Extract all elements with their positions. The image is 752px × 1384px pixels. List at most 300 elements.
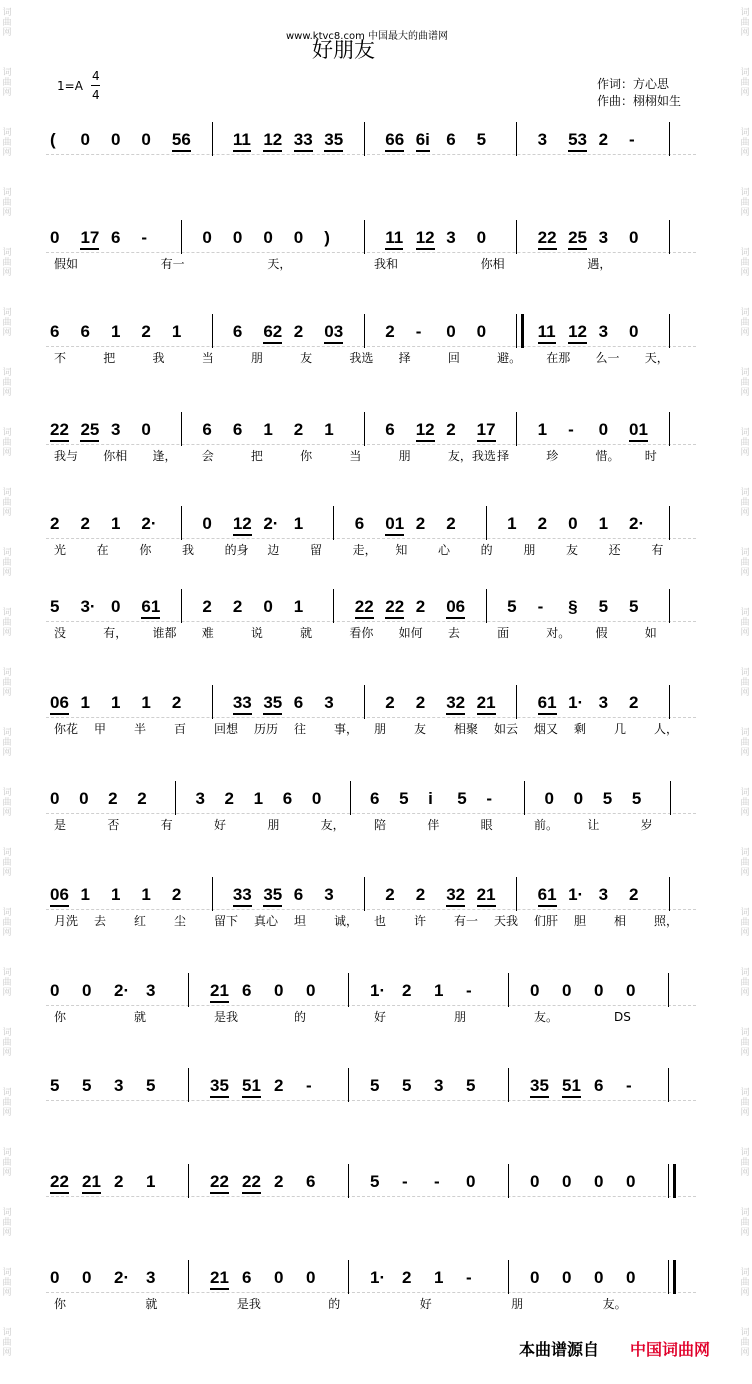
lyric-word: 我 xyxy=(152,351,165,365)
lyric-word: DS xyxy=(614,1010,631,1024)
note: ( xyxy=(50,130,56,149)
note: 6 xyxy=(242,981,252,1000)
side-watermark-text: 词 曲 网 xyxy=(740,128,750,158)
bar-line xyxy=(669,506,670,540)
lyric-word: 甲 xyxy=(94,722,107,736)
note: 2 xyxy=(629,693,639,712)
lyric-word: 剩 xyxy=(574,722,587,736)
lyric-word: 天， xyxy=(267,257,292,271)
side-watermark-text: 词 曲 网 xyxy=(740,788,750,818)
lyric-word: 谁都 xyxy=(152,626,177,640)
notes-line xyxy=(46,981,696,1006)
note: 06 xyxy=(50,693,69,715)
note: 0 xyxy=(598,420,609,439)
note: 3 xyxy=(146,1268,156,1287)
note: 1 xyxy=(263,420,273,439)
note: 06 xyxy=(50,885,69,907)
note: 2 xyxy=(402,1268,412,1287)
note: - xyxy=(486,789,493,808)
bar-line xyxy=(333,506,334,540)
note: 6 xyxy=(446,130,456,149)
note: 35 xyxy=(263,885,282,907)
note: 2 xyxy=(108,789,118,808)
note: - xyxy=(626,1076,632,1095)
lyric-word: 几 xyxy=(614,722,627,736)
side-watermark-text: 词 曲 网 xyxy=(2,488,12,518)
lyric-word: 照， xyxy=(654,914,679,928)
note: 5 xyxy=(50,1076,60,1095)
note: 21 xyxy=(82,1172,101,1194)
score-row xyxy=(46,885,696,945)
bar-line xyxy=(212,685,213,719)
score-row xyxy=(46,420,696,480)
note: 0 xyxy=(110,130,121,149)
time-signature-bottom: 4 xyxy=(92,88,100,102)
note: 5 xyxy=(598,597,609,616)
lyric-word: 走， xyxy=(352,543,377,557)
note: 0 xyxy=(562,1172,572,1191)
note: 22 xyxy=(242,1172,261,1194)
note: 51 xyxy=(562,1076,581,1098)
note: 1 xyxy=(80,885,90,904)
note: 22 xyxy=(50,420,69,442)
time-signature-line xyxy=(91,85,100,86)
note: 0 xyxy=(544,789,554,808)
lyric-word: 友。 xyxy=(602,1297,627,1311)
note: 2 xyxy=(415,597,426,616)
lyric-word: 回想 xyxy=(214,722,239,736)
side-watermark-text: 词 曲 网 xyxy=(2,1208,12,1238)
note: 2 xyxy=(402,981,412,1000)
lyric-word: 的 xyxy=(480,543,493,557)
side-watermark-text: 词 曲 网 xyxy=(2,1328,12,1358)
note: 0 xyxy=(562,1268,572,1287)
lyric-word: 朋 xyxy=(374,722,387,736)
note: 3 xyxy=(434,1076,444,1095)
note: 0 xyxy=(263,228,273,247)
lyric-word: 陪 xyxy=(374,818,387,832)
lyric-word: 留下 xyxy=(214,914,239,928)
note: 0 xyxy=(263,597,273,616)
note: 3 xyxy=(324,885,334,904)
score-row xyxy=(46,597,696,657)
notes-line xyxy=(46,1268,696,1293)
lyric-word: 去 xyxy=(447,626,460,640)
note: 0 xyxy=(594,1268,604,1287)
note: 1 xyxy=(434,981,444,1000)
note: 3 xyxy=(324,693,334,712)
lyric-word: 就 xyxy=(300,626,313,640)
lyric-word: 不 xyxy=(54,351,67,365)
left-watermark-strip xyxy=(0,0,14,1384)
note: 6 xyxy=(202,420,212,439)
note: 3 xyxy=(598,885,609,904)
note: 0 xyxy=(232,228,243,247)
side-watermark-text: 词 曲 网 xyxy=(740,1328,750,1358)
note: 0 xyxy=(306,981,316,1000)
note: 0 xyxy=(82,1268,92,1287)
lyric-word: 好 xyxy=(419,1297,432,1311)
note: 6 xyxy=(293,885,304,904)
note: 3 xyxy=(195,789,205,808)
bar-line xyxy=(188,1164,189,1198)
bar-line xyxy=(212,314,213,348)
lyrics-line xyxy=(46,1296,696,1312)
note: 2 xyxy=(415,885,426,904)
note: 35 xyxy=(530,1076,549,1098)
lyric-word: 有一 xyxy=(454,914,479,928)
note: 6 xyxy=(110,228,121,247)
bar-line xyxy=(669,589,670,623)
note: 1 xyxy=(80,693,90,712)
note: 2 xyxy=(80,514,90,533)
note: 0 xyxy=(202,514,212,533)
lyric-word: 就 xyxy=(145,1297,158,1311)
lyric-word: 当 xyxy=(201,351,214,365)
lyric-word: 我和 xyxy=(374,257,399,271)
side-watermark-text: 词 曲 网 xyxy=(740,1268,750,1298)
right-watermark-strip xyxy=(738,0,752,1384)
bar-line xyxy=(516,122,517,156)
note: 0 xyxy=(202,228,212,247)
lyric-word: 们肝 xyxy=(534,914,559,928)
time-signature-top: 4 xyxy=(92,69,100,83)
side-watermark-text: 词 曲 网 xyxy=(740,608,750,638)
lyric-word: 就 xyxy=(134,1010,147,1024)
lyric-word: 的身 xyxy=(224,543,249,557)
note: 3 xyxy=(598,228,609,247)
note: 0 xyxy=(629,228,639,247)
lyric-word: 眼 xyxy=(480,818,493,832)
note: 2 xyxy=(385,693,395,712)
lyrics-line xyxy=(46,542,696,558)
note: 6 xyxy=(232,322,243,341)
side-watermark-text: 词 曲 网 xyxy=(2,608,12,638)
note: 2 xyxy=(114,1172,124,1191)
lyric-word: 还 xyxy=(608,543,621,557)
side-watermark-text: 词 曲 网 xyxy=(740,968,750,998)
lyric-word: 诚， xyxy=(334,914,359,928)
note: 3 xyxy=(598,322,609,341)
note: - xyxy=(141,228,148,247)
lyric-word: 真心 xyxy=(254,914,279,928)
note: 22 xyxy=(355,597,374,619)
lyric-word: 去 xyxy=(94,914,107,928)
note: 1 xyxy=(141,693,151,712)
note: 22 xyxy=(210,1172,229,1194)
bar-line xyxy=(669,314,670,348)
note: 6 xyxy=(80,322,90,341)
note: 6 xyxy=(354,514,365,533)
lyric-word: 在那 xyxy=(546,351,571,365)
note: 5 xyxy=(402,1076,412,1095)
note: 5 xyxy=(399,789,409,808)
note: 12 xyxy=(568,322,587,344)
note: 32 xyxy=(446,693,465,715)
side-watermark-text: 词 曲 网 xyxy=(740,368,750,398)
lyric-word: 友 xyxy=(566,543,579,557)
lyric-word: 知 xyxy=(395,543,408,557)
note: 6 xyxy=(385,420,395,439)
note: 3 xyxy=(598,693,609,712)
note: 2 xyxy=(171,693,182,712)
bar-line xyxy=(350,781,351,815)
side-watermark-text: 词 曲 网 xyxy=(740,908,750,938)
note: 3 xyxy=(446,228,456,247)
note: 0 xyxy=(568,514,578,533)
note: 0 xyxy=(530,981,540,1000)
lyric-word: 回 xyxy=(447,351,460,365)
note: 0 xyxy=(573,789,584,808)
bar-line xyxy=(188,1068,189,1102)
lyric-word: 许 xyxy=(414,914,427,928)
score-row xyxy=(46,228,696,288)
notes-line xyxy=(46,597,696,622)
side-watermark-text: 词 曲 网 xyxy=(740,1208,750,1238)
lyric-word: 遇， xyxy=(587,257,612,271)
bar-line xyxy=(516,877,517,911)
key-signature: 1=A xyxy=(57,79,83,93)
note: ) xyxy=(324,228,330,247)
note: 3 xyxy=(537,130,548,149)
bar-line xyxy=(188,1260,189,1294)
bar-line xyxy=(181,589,182,623)
note: - xyxy=(537,597,544,616)
side-watermark-text: 词 曲 网 xyxy=(2,428,12,458)
lyric-word: 如云 xyxy=(494,722,519,736)
note: 61 xyxy=(141,597,160,619)
side-watermark-text: 词 曲 网 xyxy=(740,188,750,218)
note: 0 xyxy=(311,789,322,808)
side-watermark-text: 词 曲 网 xyxy=(2,308,12,338)
note: 17 xyxy=(80,228,99,250)
side-watermark-text: 词 曲 网 xyxy=(740,548,750,578)
lyric-word: 红 xyxy=(134,914,147,928)
note: 06 xyxy=(446,597,465,619)
lyric-word: 面 xyxy=(497,626,510,640)
note: 17 xyxy=(477,420,496,442)
note: 5 xyxy=(466,1076,476,1095)
note: 5 xyxy=(82,1076,92,1095)
score-row xyxy=(46,981,696,1041)
note: 0 xyxy=(626,1172,636,1191)
note: 2 xyxy=(274,1076,284,1095)
note: - xyxy=(629,130,635,149)
lyric-word: 友。 xyxy=(534,1010,559,1024)
bar-line xyxy=(669,220,670,254)
bar-line xyxy=(188,973,189,1007)
site-name: 中国词曲网 xyxy=(630,1340,711,1359)
side-watermark-text: 词 曲 网 xyxy=(740,428,750,458)
note: - xyxy=(415,322,422,341)
note: 0 xyxy=(50,981,60,1000)
note: 22 xyxy=(50,1172,69,1194)
lyric-word: 烟又 xyxy=(534,722,559,736)
side-watermark-text: 词 曲 网 xyxy=(2,1088,12,1118)
note: 0 xyxy=(530,1268,540,1287)
note: 0 xyxy=(110,597,121,616)
note: 0 xyxy=(141,420,151,439)
lyric-word: 也 xyxy=(374,914,387,928)
lyric-word: 我 xyxy=(182,543,195,557)
side-watermark-text: 词 曲 网 xyxy=(2,1268,12,1298)
bar-line xyxy=(668,1068,669,1102)
note: - xyxy=(466,981,472,1000)
note: 2· xyxy=(141,514,157,533)
side-watermark-text: 词 曲 网 xyxy=(740,248,750,278)
bar-line xyxy=(669,412,670,446)
note: 22 xyxy=(385,597,404,619)
lyrics-line xyxy=(46,448,696,464)
note: 11 xyxy=(538,322,556,344)
lyric-word: 避。 xyxy=(497,351,522,365)
side-watermark-text: 词 曲 网 xyxy=(2,668,12,698)
lyric-word: 如何 xyxy=(398,626,423,640)
note: 5 xyxy=(507,597,517,616)
lyric-word: 说 xyxy=(250,626,263,640)
lyric-word: 友， xyxy=(320,818,345,832)
lyric-word: 尘 xyxy=(174,914,187,928)
bar-line xyxy=(364,314,365,348)
note: 03 xyxy=(324,322,343,344)
note: - xyxy=(466,1268,472,1287)
side-watermark-text: 词 曲 网 xyxy=(740,308,750,338)
lyric-word: 朋 xyxy=(511,1297,524,1311)
score-row xyxy=(46,789,696,849)
note: 0 xyxy=(446,322,456,341)
note: 2 xyxy=(537,514,548,533)
note: 1 xyxy=(293,514,304,533)
note: 2· xyxy=(629,514,645,533)
note: 62 xyxy=(263,322,282,344)
note: 3· xyxy=(80,597,96,616)
side-watermark-text: 词 曲 网 xyxy=(740,668,750,698)
lyrics-line xyxy=(46,817,696,833)
note: 61 xyxy=(538,693,557,715)
score-row xyxy=(46,693,696,753)
bar-line xyxy=(516,685,517,719)
note: 11 xyxy=(233,130,251,152)
note: 0 xyxy=(79,789,89,808)
lyric-word: 是我 xyxy=(236,1297,261,1311)
lyric-word: 心 xyxy=(438,543,451,557)
notes-line xyxy=(46,514,696,539)
note: 12 xyxy=(233,514,252,536)
bar-line xyxy=(508,1164,509,1198)
note: 11 xyxy=(385,228,403,250)
score-row xyxy=(46,322,696,382)
note: 2 xyxy=(171,885,182,904)
bar-line xyxy=(348,973,349,1007)
note: 2· xyxy=(114,1268,130,1287)
note: 0 xyxy=(141,130,151,149)
lyrics-line xyxy=(46,721,696,737)
bar-line xyxy=(669,685,670,719)
lyric-word: 你 xyxy=(139,543,152,557)
note: 2 xyxy=(202,597,212,616)
note: 1 xyxy=(110,514,121,533)
side-watermark-text: 词 曲 网 xyxy=(740,1148,750,1178)
note: 5 xyxy=(50,597,60,616)
note: 1 xyxy=(110,885,121,904)
notes-line xyxy=(46,228,696,253)
note: 0 xyxy=(562,981,572,1000)
note: 1 xyxy=(253,789,264,808)
note: 1 xyxy=(324,420,334,439)
note: 6 xyxy=(232,420,243,439)
lyric-word: 朋 xyxy=(398,449,411,463)
lyric-word: 相 xyxy=(614,914,627,928)
lyric-word: 留 xyxy=(310,543,323,557)
bar-line xyxy=(364,877,365,911)
lyric-word: 光 xyxy=(54,543,67,557)
note: 01 xyxy=(629,420,648,442)
bar-line xyxy=(348,1164,349,1198)
note: 1 xyxy=(507,514,517,533)
lyric-word: 友，我选 xyxy=(447,449,496,463)
note: 3 xyxy=(110,420,121,439)
lyric-word: 朋 xyxy=(250,351,263,365)
bar-line xyxy=(364,412,365,446)
side-watermark-text: 词 曲 网 xyxy=(740,68,750,98)
note: 0 xyxy=(274,981,284,1000)
note: 12 xyxy=(416,228,435,250)
note: 0 xyxy=(50,228,60,247)
lyric-word: 好 xyxy=(214,818,227,832)
lyricist-credit: 作词：方心思 xyxy=(597,77,670,91)
lyric-word: 我与 xyxy=(54,449,79,463)
note: 0 xyxy=(50,789,60,808)
note: 3 xyxy=(146,981,156,1000)
note: 21 xyxy=(477,693,496,715)
note: 21 xyxy=(210,1268,229,1290)
bar-line xyxy=(669,877,670,911)
side-watermark-text: 词 曲 网 xyxy=(2,1148,12,1178)
lyric-word: 朋 xyxy=(454,1010,467,1024)
note: 22 xyxy=(538,228,557,250)
notes-line xyxy=(46,789,696,814)
lyric-word: 你相 xyxy=(103,449,128,463)
lyric-word: 是我 xyxy=(214,1010,239,1024)
note: 6 xyxy=(293,693,304,712)
note: 1 xyxy=(171,322,182,341)
note: 2 xyxy=(385,322,395,341)
lyric-word: 坦 xyxy=(294,914,307,928)
note: 0 xyxy=(626,1268,636,1287)
lyric-word: 否 xyxy=(107,818,120,832)
bar-line xyxy=(669,122,670,156)
note: 0 xyxy=(274,1268,284,1287)
note: 2 xyxy=(415,693,426,712)
lyric-word: 有 xyxy=(651,543,664,557)
note: - xyxy=(306,1076,312,1095)
bar-line xyxy=(524,781,525,815)
lyric-word: 让 xyxy=(587,818,600,832)
lyric-word: 择 xyxy=(398,351,411,365)
note: 35 xyxy=(263,693,282,715)
note: 1· xyxy=(568,885,584,904)
lyric-word: 岁 xyxy=(640,818,653,832)
bar-line xyxy=(508,1068,509,1102)
note: 6 xyxy=(282,789,293,808)
note: 1 xyxy=(146,1172,156,1191)
lyric-word: 前。 xyxy=(534,818,559,832)
note: 32 xyxy=(446,885,465,907)
lyric-word: 你 xyxy=(54,1010,67,1024)
note: 0 xyxy=(466,1172,476,1191)
lyric-word: 历历 xyxy=(254,722,279,736)
note: 33 xyxy=(233,885,252,907)
